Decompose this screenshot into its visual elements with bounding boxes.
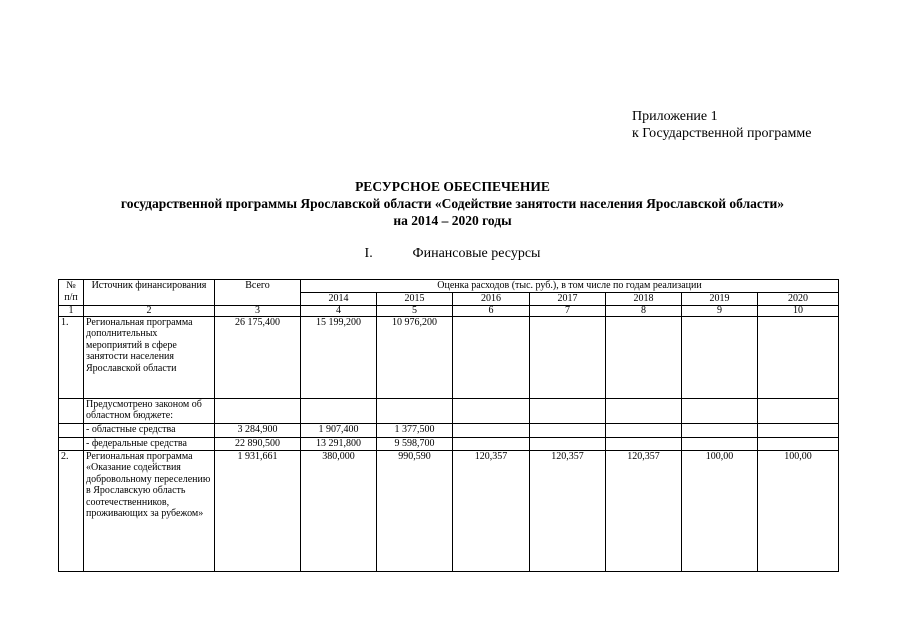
row-total: 22 890,500: [215, 437, 301, 450]
column-number: 2: [84, 305, 215, 316]
row-year-value: 100,00: [758, 450, 839, 571]
resources-table: [58, 279, 839, 572]
row-total: 3 284,900: [215, 423, 301, 437]
heading-line-1: РЕСУРСНОЕ ОБЕСПЕЧЕНИЕ: [355, 179, 550, 194]
row-year-value: 120,357: [453, 450, 530, 571]
row-source: Региональная программа «Оказание содействия добровольному переселению в Ярославскую область соотечественников, проживающих за рубежом»: [84, 450, 215, 571]
row-year-value: [606, 398, 682, 423]
header-total: Всего: [215, 280, 301, 306]
column-number: 1: [59, 305, 84, 316]
table-row: [59, 437, 839, 450]
row-year-value: [530, 423, 606, 437]
header-year: 2018: [606, 293, 682, 306]
row-year-value: 120,357: [606, 450, 682, 571]
row-source: Региональная программа дополнительных мероприятий в сфере занятости населения Ярославской области: [84, 316, 215, 398]
table-row: [59, 398, 839, 423]
column-number: 5: [377, 305, 453, 316]
section-title: [0, 246, 905, 262]
column-number: 10: [758, 305, 839, 316]
row-year-value: 15 199,200: [301, 316, 377, 398]
header-row: [59, 280, 839, 293]
row-year-value: [682, 316, 758, 398]
row-year-value: [530, 316, 606, 398]
row-year-value: [682, 437, 758, 450]
row-year-value: [606, 437, 682, 450]
appendix-line-2: к Государственной программе: [632, 126, 812, 141]
section-name: Финансовые ресурсы: [412, 246, 541, 261]
row-num: [59, 423, 84, 437]
table-row: [59, 450, 839, 571]
table-row: [59, 316, 839, 398]
row-total: [215, 398, 301, 423]
row-num: [59, 437, 84, 450]
row-year-value: 120,357: [530, 450, 606, 571]
row-year-value: [301, 398, 377, 423]
row-total: 1 931,661: [215, 450, 301, 571]
row-year-value: 380,000: [301, 450, 377, 571]
column-number: 3: [215, 305, 301, 316]
column-number: 4: [301, 305, 377, 316]
heading-line-3: на 2014 – 2020 годы: [393, 213, 512, 228]
row-year-value: 10 976,200: [377, 316, 453, 398]
row-year-value: 13 291,800: [301, 437, 377, 450]
row-year-value: [606, 423, 682, 437]
heading-line-2: государственной программы Ярославской области «Содействие занятости населения Ярославской области»: [120, 196, 785, 211]
column-number: 8: [606, 305, 682, 316]
header-num: № п/п: [59, 280, 84, 306]
row-year-value: 1 377,500: [377, 423, 453, 437]
row-year-value: [682, 423, 758, 437]
column-number: 9: [682, 305, 758, 316]
section-number: I.: [364, 246, 373, 261]
row-total: 26 175,400: [215, 316, 301, 398]
row-year-value: [682, 398, 758, 423]
row-year-value: [606, 316, 682, 398]
row-source: Предусмотрено законом об областном бюджете:: [84, 398, 215, 423]
header-year: 2014: [301, 293, 377, 306]
header-year: 2016: [453, 293, 530, 306]
header-estimate: Оценка расходов (тыс. руб.), в том числе по годам реализации: [301, 280, 839, 293]
column-numbers-row: [59, 305, 839, 316]
appendix-line-1: Приложение 1: [632, 109, 718, 124]
appendix-note: [632, 108, 811, 142]
row-year-value: [453, 398, 530, 423]
table-row: [59, 423, 839, 437]
row-year-value: [758, 316, 839, 398]
header-year: 2017: [530, 293, 606, 306]
row-year-value: 100,00: [682, 450, 758, 571]
row-num: 2.: [59, 450, 84, 571]
column-number: 6: [453, 305, 530, 316]
row-source: - областные средства: [84, 423, 215, 437]
row-year-value: [453, 437, 530, 450]
row-source: - федеральные средства: [84, 437, 215, 450]
row-year-value: [377, 398, 453, 423]
column-number: 7: [530, 305, 606, 316]
header-source: Источник финансирования: [84, 280, 215, 306]
document-heading: [0, 178, 905, 229]
header-year: 2020: [758, 293, 839, 306]
row-num: 1.: [59, 316, 84, 398]
row-year-value: [453, 316, 530, 398]
row-year-value: [530, 398, 606, 423]
header-year: 2015: [377, 293, 453, 306]
row-year-value: [530, 437, 606, 450]
row-year-value: [453, 423, 530, 437]
row-year-value: [758, 437, 839, 450]
header-year: 2019: [682, 293, 758, 306]
row-year-value: [758, 398, 839, 423]
row-year-value: 1 907,400: [301, 423, 377, 437]
row-year-value: 9 598,700: [377, 437, 453, 450]
row-num: [59, 398, 84, 423]
row-year-value: [758, 423, 839, 437]
row-year-value: 990,590: [377, 450, 453, 571]
